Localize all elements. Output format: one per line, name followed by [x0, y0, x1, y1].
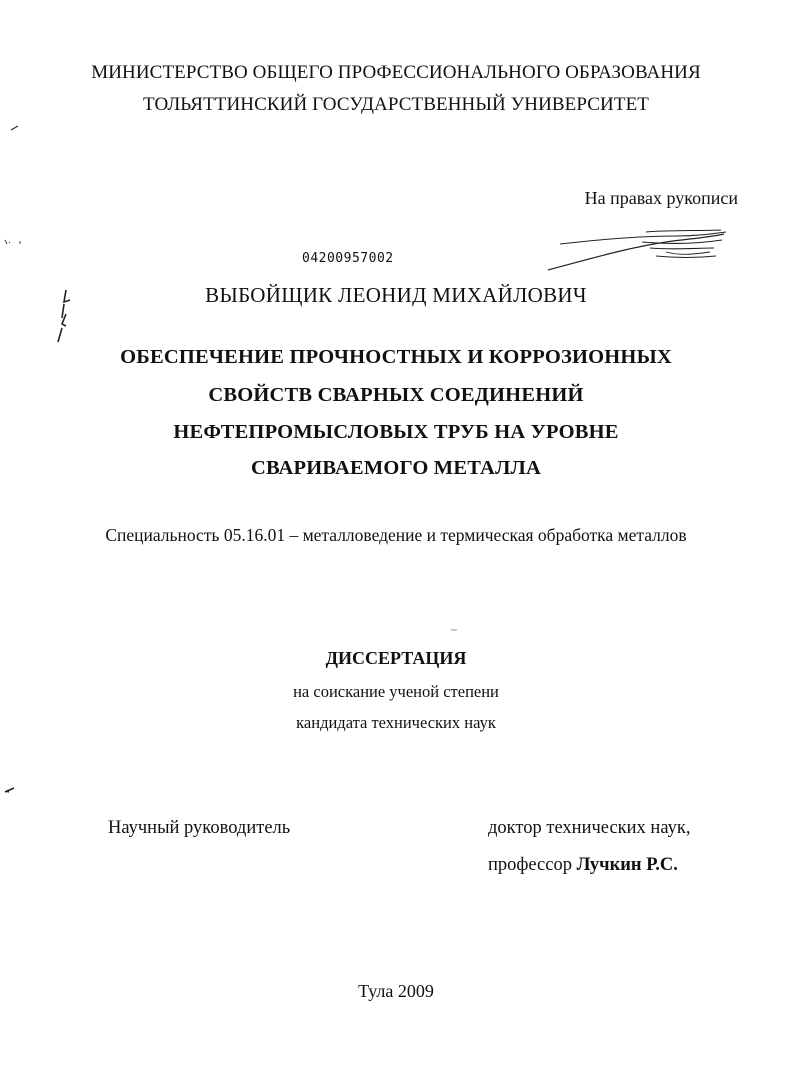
barcode-number: 04200957002 — [302, 251, 394, 266]
supervisor-title: профессор — [488, 855, 572, 875]
degree-line-2: кандидата технических наук — [296, 713, 496, 732]
scan-artifact-mark — [4, 238, 26, 246]
scan-artifact-mark — [52, 288, 74, 344]
scan-artifact-mark — [10, 124, 20, 132]
supervisor-name-line — [488, 855, 678, 876]
handwritten-signature — [546, 222, 730, 274]
degree-line-1: на соискание ученой степени — [293, 682, 499, 701]
document-type: ДИССЕРТАЦИЯ — [325, 648, 467, 668]
specialty-line: Специальность 05.16.01 – металловедение и термическая обработка металлов — [105, 525, 687, 545]
manuscript-note: На правах рукописи — [584, 188, 738, 208]
dissertation-title-line: СВАРИВАЕМОГО МЕТАЛЛА — [250, 457, 542, 479]
scan-artifact-mark — [4, 786, 16, 794]
ministry-name: МИНИСТЕРСТВО ОБЩЕГО ПРОФЕССИОНАЛЬНОГО ОБРАЗОВАНИЯ — [91, 62, 701, 83]
supervisor-label: Научный руководитель — [108, 818, 291, 838]
city-year: Тула 2009 — [358, 981, 434, 1001]
dissertation-title-line: СВОЙСТВ СВАРНЫХ СОЕДИНЕНИЙ — [208, 384, 584, 406]
scan-artifact-mark — [450, 628, 458, 632]
dissertation-title-line: ОБЕСПЕЧЕНИЕ ПРОЧНОСТНЫХ И КОРРОЗИОННЫХ — [120, 346, 672, 368]
dissertation-title-line: НЕФТЕПРОМЫСЛОВЫХ ТРУБ НА УРОВНЕ — [173, 421, 619, 443]
supervisor-degree: доктор технических наук, — [488, 818, 691, 838]
supervisor-name: Лучкин Р.С. — [576, 855, 678, 875]
university-name: ТОЛЬЯТТИНСКИЙ ГОСУДАРСТВЕННЫЙ УНИВЕРСИТЕТ — [142, 94, 649, 115]
author-name: ВЫБОЙЩИК ЛЕОНИД МИХАЙЛОВИЧ — [205, 283, 587, 307]
